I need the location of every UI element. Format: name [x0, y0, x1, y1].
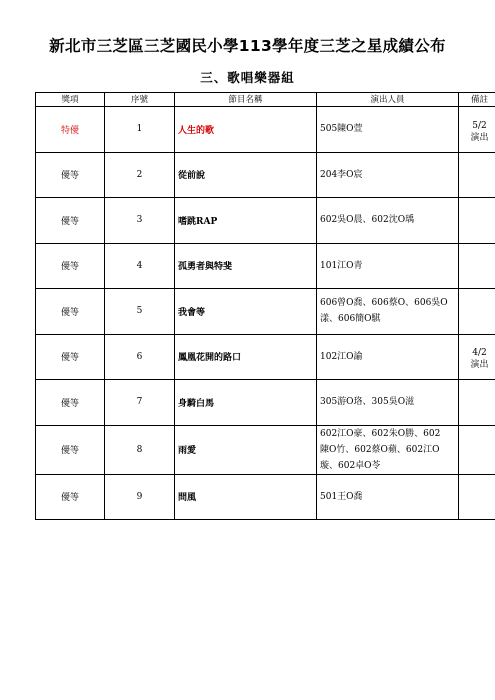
performers-cell: 501王O喬 — [317, 474, 459, 520]
header-seq: 序號 — [105, 93, 175, 107]
performers-cell: 602江O豪、602朱O勝、602 陳O竹、602蔡O蘋、602江O 璇、602卓O苓 — [317, 425, 459, 474]
table-row — [36, 152, 495, 198]
header-performers: 演出人員 — [317, 93, 459, 107]
performers-cell: 505陳O萱 — [317, 107, 459, 153]
header-note: 備註 — [459, 93, 495, 107]
award-cell: 優等 — [36, 198, 105, 244]
header-program: 節目名稱 — [175, 93, 317, 107]
seq-cell: 7 — [105, 380, 175, 426]
program-cell: 問風 — [175, 474, 317, 520]
performers-cell: 305游O珞、305吳O滋 — [317, 380, 459, 426]
table-header-row — [36, 93, 495, 107]
seq-cell: 1 — [105, 107, 175, 153]
note-cell — [459, 289, 495, 335]
seq-cell: 3 — [105, 198, 175, 244]
program-cell: 孤勇者與特斐 — [175, 243, 317, 289]
award-cell: 優等 — [36, 425, 105, 474]
note-cell: 5/2 演出 — [459, 107, 495, 153]
program-cell: 雨愛 — [175, 425, 317, 474]
award-cell: 優等 — [36, 243, 105, 289]
table-row — [36, 107, 495, 153]
performers-cell: 101江O青 — [317, 243, 459, 289]
table-row — [36, 198, 495, 244]
note-cell — [459, 243, 495, 289]
header-award: 獎項 — [36, 93, 105, 107]
award-cell: 優等 — [36, 289, 105, 335]
results-table — [35, 92, 495, 520]
program-cell: 鳳凰花開的路口 — [175, 334, 317, 380]
seq-cell: 5 — [105, 289, 175, 335]
program-cell: 嗜跳RAP — [175, 198, 317, 244]
document-title: 新北市三芝區三芝國民小學113學年度三芝之星成績公布 — [49, 37, 446, 55]
program-cell: 從前說 — [175, 152, 317, 198]
note-cell: 4/2 演出 — [459, 334, 495, 380]
seq-cell: 2 — [105, 152, 175, 198]
table-body — [36, 107, 495, 520]
program-cell: 人生的歌 — [175, 107, 317, 153]
table-row — [36, 243, 495, 289]
performers-cell: 204李O宸 — [317, 152, 459, 198]
table-row — [36, 380, 495, 426]
table-row — [36, 474, 495, 520]
award-cell: 優等 — [36, 474, 105, 520]
note-cell — [459, 474, 495, 520]
award-cell: 優等 — [36, 334, 105, 380]
note-cell — [459, 380, 495, 426]
performers-cell: 602吳O晨、602沈O瑀 — [317, 198, 459, 244]
table-row — [36, 289, 495, 335]
program-cell: 我會等 — [175, 289, 317, 335]
performers-cell: 606曾O喬、606蔡O、606吳O 漾、606簡O騏 — [317, 289, 459, 335]
section-subtitle: 三、歌唱樂器組 — [200, 70, 295, 85]
seq-cell: 6 — [105, 334, 175, 380]
award-cell: 優等 — [36, 152, 105, 198]
seq-cell: 9 — [105, 474, 175, 520]
program-cell: 身騎白馬 — [175, 380, 317, 426]
note-cell — [459, 152, 495, 198]
award-cell: 特優 — [36, 107, 105, 153]
note-cell — [459, 425, 495, 474]
note-cell — [459, 198, 495, 244]
seq-cell: 4 — [105, 243, 175, 289]
seq-cell: 8 — [105, 425, 175, 474]
table-row — [36, 425, 495, 474]
award-cell: 優等 — [36, 380, 105, 426]
performers-cell: 102江O諭 — [317, 334, 459, 380]
table-row — [36, 334, 495, 380]
